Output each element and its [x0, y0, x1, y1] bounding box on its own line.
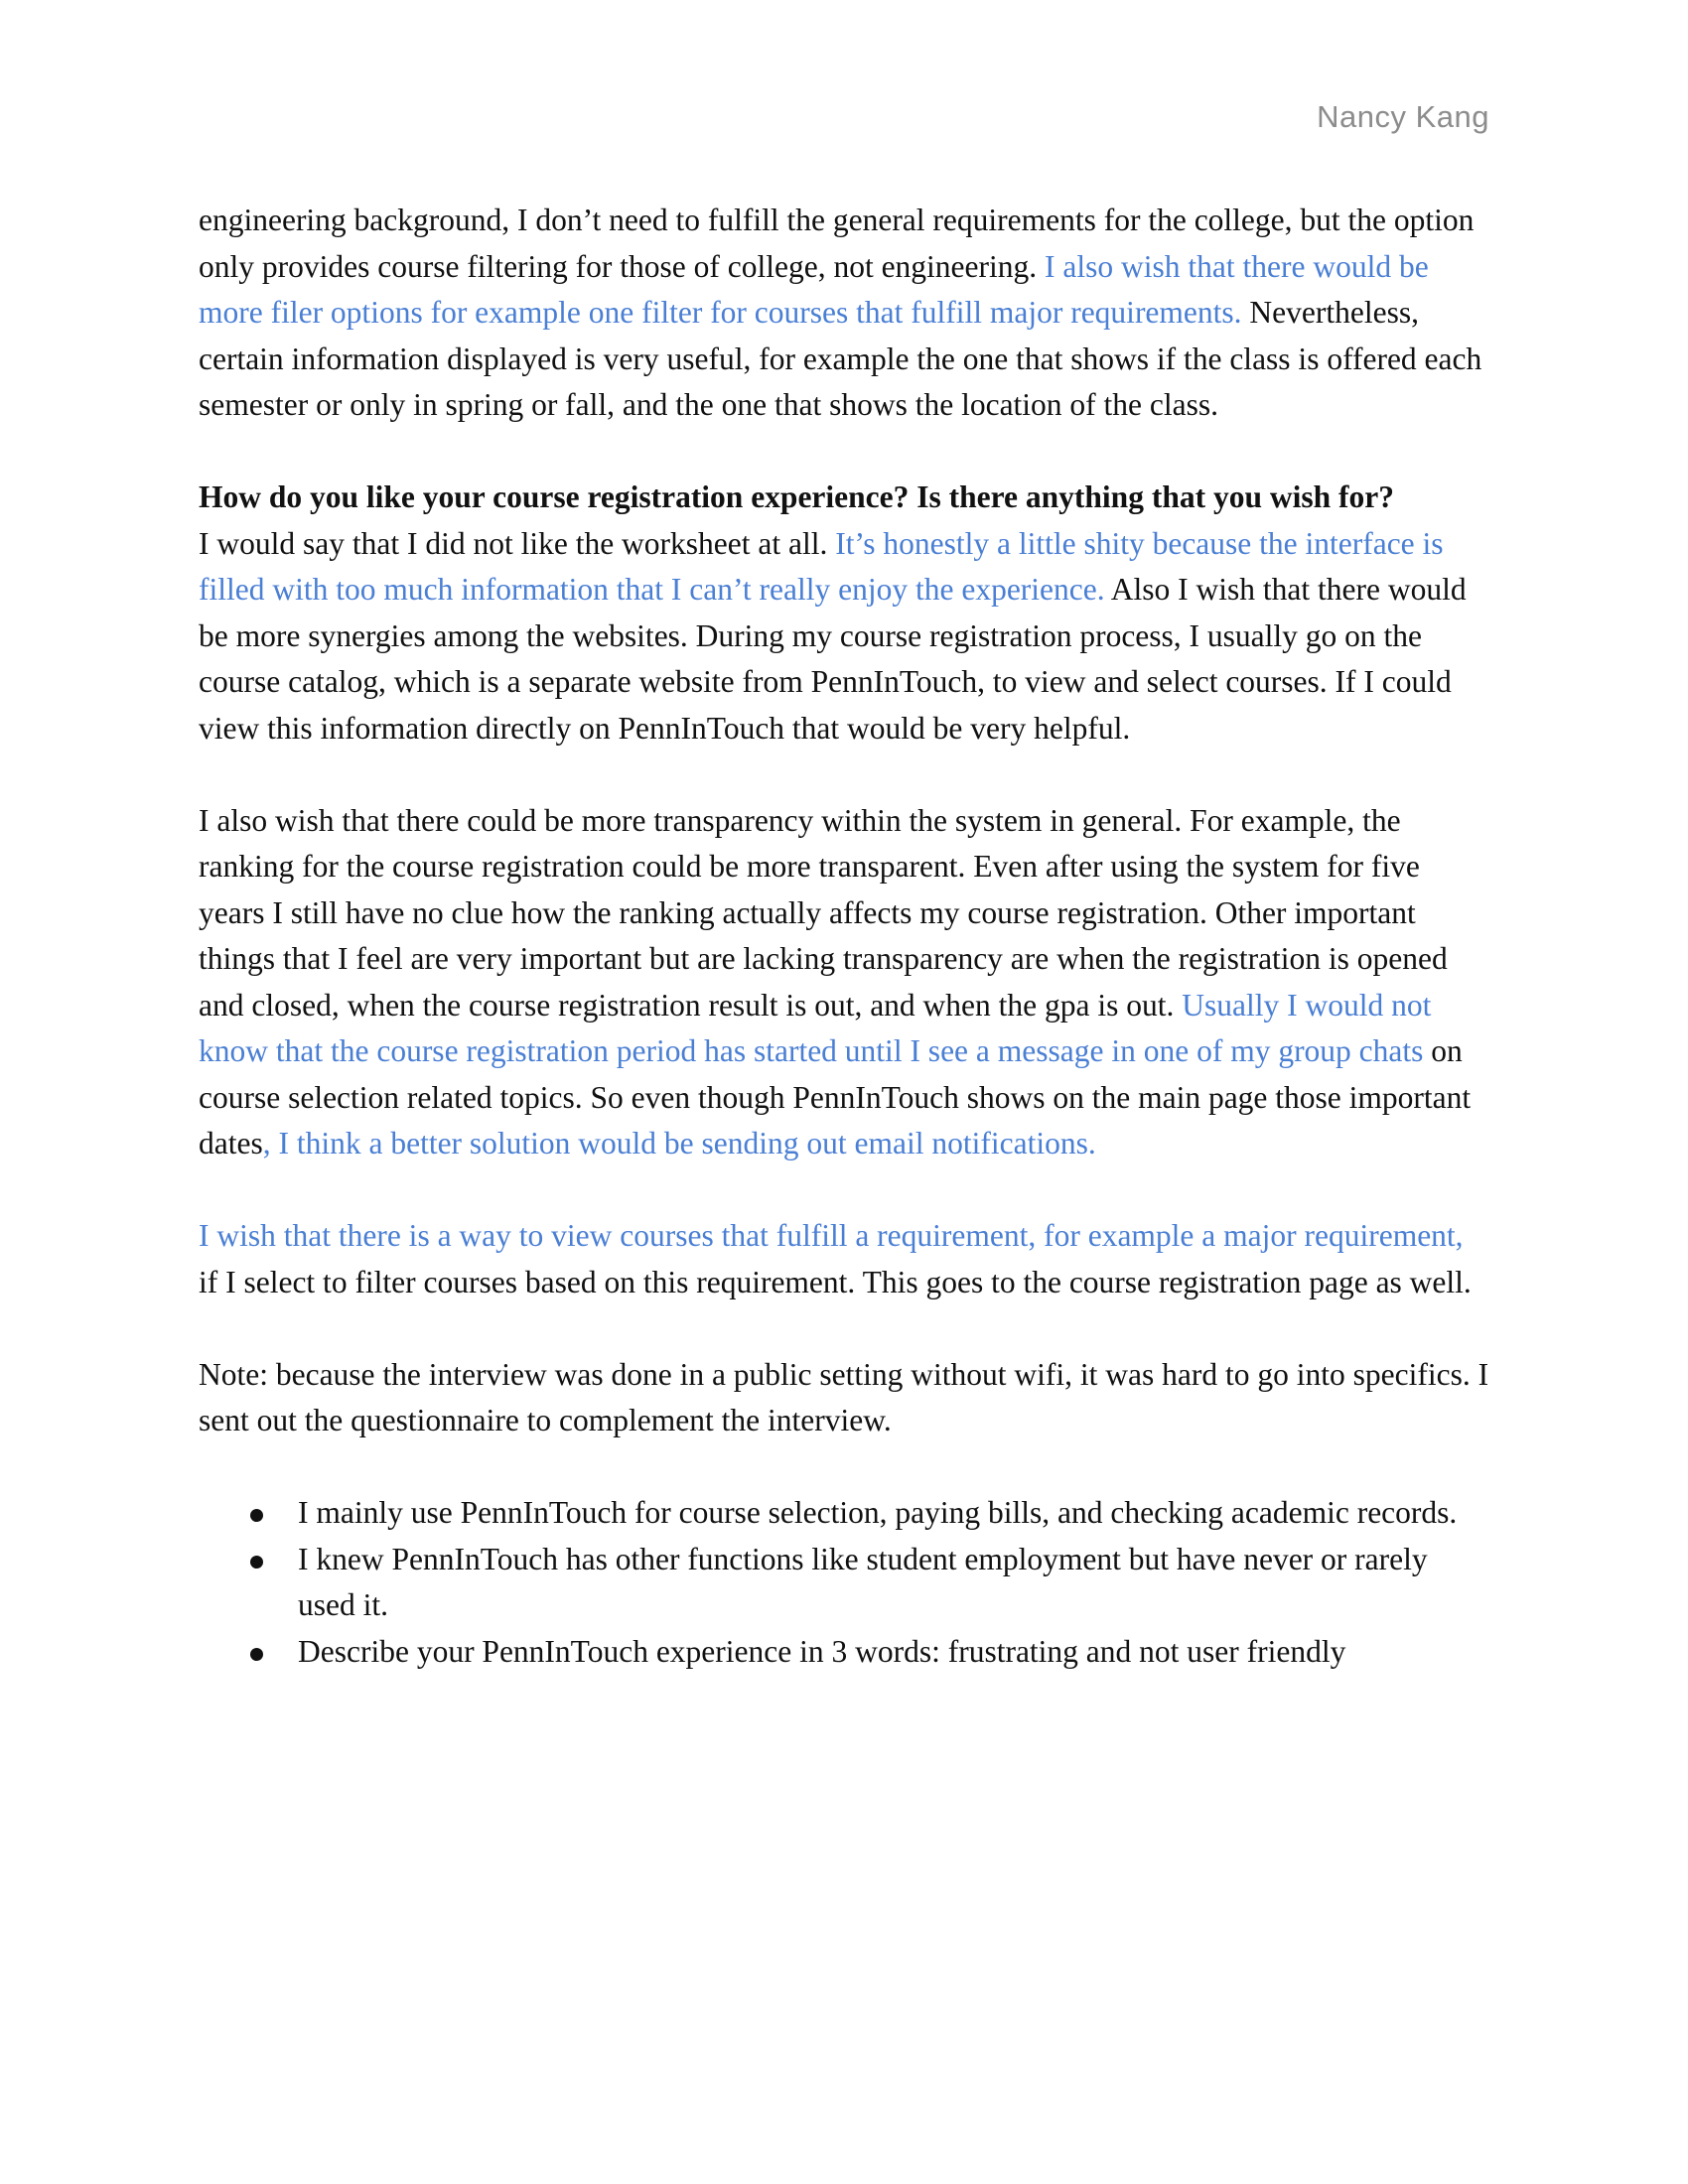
list-item	[199, 1537, 1489, 1629]
document-body	[199, 198, 1489, 1675]
bullet-dot-icon	[250, 1509, 263, 1522]
header-author-name: Nancy Kang	[1317, 99, 1489, 134]
highlighted-text-span: , I think a better solution would be sending out email notifications.	[262, 1126, 1096, 1160]
text-span: I would say that I did not like the worksheet at all.	[199, 525, 836, 561]
list-item-text: I mainly use PennInTouch for course selection, paying bills, and checking academic records.	[298, 1495, 1458, 1530]
list-item	[199, 1490, 1489, 1537]
text-span: Nevertheless, certain information displayed is very useful, for example the one that shows if the class is offered each semester or only in spring or fall, and the one that shows the location of the class.	[199, 295, 1482, 422]
bullet-dot-icon	[250, 1556, 263, 1569]
list-item-text: I knew PennInTouch has other functions like student employment but have never or rarely used it.	[298, 1541, 1428, 1622]
list-item	[199, 1629, 1489, 1676]
paragraph-requirement-view	[199, 1213, 1489, 1305]
highlighted-text-span: Usually I would not know that the course registration period has started until I see a message in one of my group chats	[199, 987, 1432, 1068]
text-span: on course selection related topics. So even though PennInTouch shows on the main page those important dates	[199, 1033, 1472, 1160]
bullet-dot-icon	[250, 1648, 263, 1661]
highlighted-text-span: I also wish that there would be more filer options for example one filter for courses that fulfill major requirements.	[199, 248, 1429, 330]
text-span: engineering background, I don’t need to fulfill the general requirements for the college, but the option only provides course filtering for those of college, not engineering.	[199, 203, 1475, 284]
question-heading: How do you like your course registration experience? Is there anything that you wish for?	[199, 479, 1394, 514]
text-span: Also I wish that there would be more synergies among the websites. During my course registration process, I usually go on the course catalog, which is a separate website from PennInTouch, to view and select courses. If I could view this information directly on PennInTouch that would be very helpful.	[199, 572, 1467, 746]
bullet-list	[199, 1490, 1489, 1675]
text-span: I also wish that there could be more transparency within the system in general. For example, the ranking for the course registration could be more transparent. Even after using the system for five years I still have no clue how the ranking actually affects my course registration. Other important things that I feel are very important but are lacking transparency are when the registration is opened and closed, when the course registration result is out, and when the gpa is out.	[199, 802, 1448, 1023]
paragraph-registration-experience	[199, 475, 1489, 751]
paragraph-note: Note: because the interview was done in a public setting without wifi, it was hard to go into specifics. I sent out the questionnaire to complement the interview.	[199, 1356, 1489, 1437]
paragraph-filter-options	[199, 198, 1489, 429]
highlighted-text-span: It’s honestly a little shity because the interface is filled with too much information that I can’t really enjoy the experience.	[199, 525, 1444, 607]
paragraph-transparency	[199, 798, 1489, 1167]
list-item-text: Describe your PennInTouch experience in 3 words: frustrating and not user friendly	[298, 1633, 1346, 1669]
highlighted-text-span: I wish that there is a way to view courses that fulfill a requirement, for example a major requirement,	[199, 1218, 1464, 1253]
text-span: if I select to filter courses based on this requirement. This goes to the course registration page as well.	[199, 1264, 1472, 1299]
